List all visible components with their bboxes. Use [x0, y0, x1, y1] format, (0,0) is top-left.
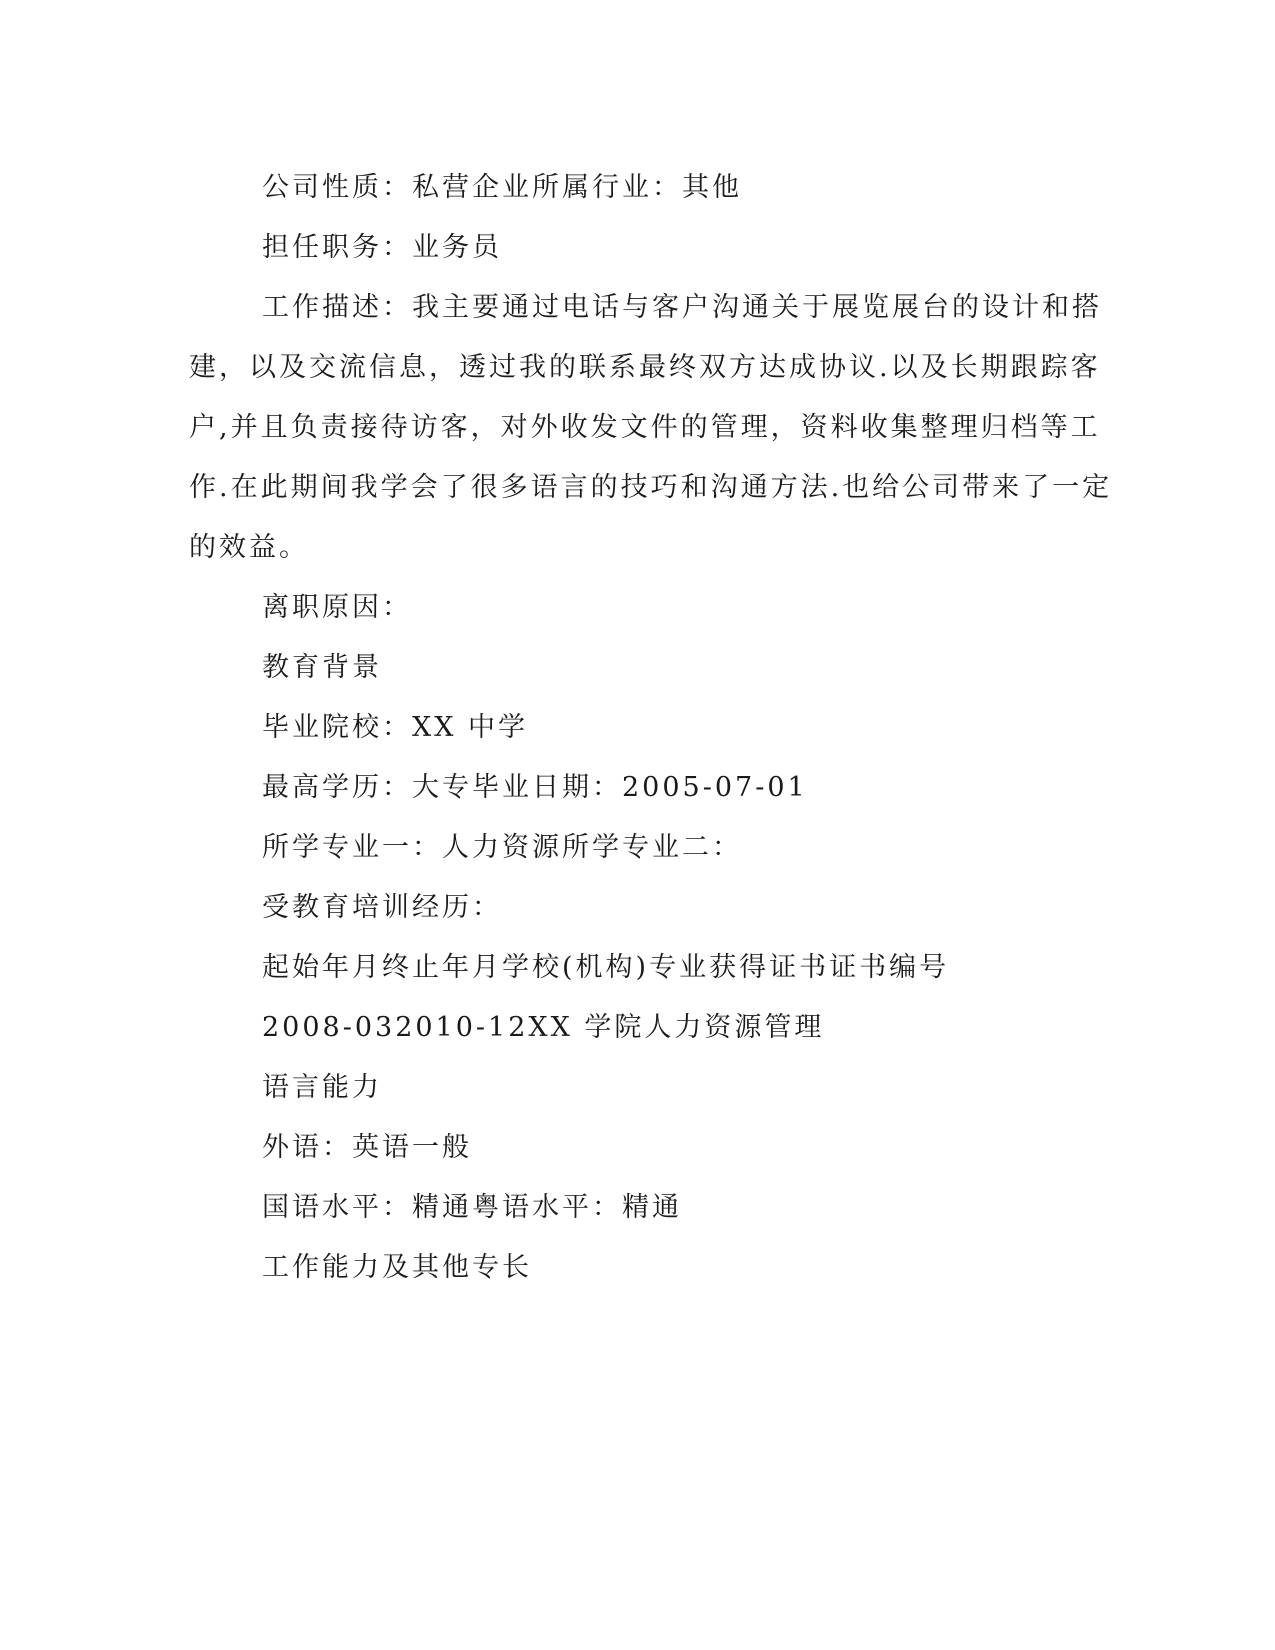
school-line: 毕业院校：XX 中学 [262, 712, 529, 743]
training-heading: 受教育培训经历： [262, 892, 502, 923]
foreign-language-line: 外语：英语一般 [262, 1132, 472, 1163]
job-description-line-4: 作.在此期间我学会了很多语言的技巧和沟通方法.也给公司带来了一定 [189, 472, 1113, 503]
leaving-reason-line: 离职原因： [262, 592, 412, 623]
training-table-row: 2008-032010-12XX 学院人力资源管理 [262, 1012, 825, 1043]
position-line: 担任职务：业务员 [262, 232, 502, 263]
skills-heading: 工作能力及其他专长 [262, 1252, 532, 1283]
job-description-line-3: 户,并且负责接待访客，对外收发文件的管理，资料收集整理归档等工 [189, 412, 1101, 443]
company-nature-line: 公司性质：私营企业所属行业：其他 [262, 172, 742, 203]
training-table-header: 起始年月终止年月学校(机构)专业获得证书证书编号 [262, 952, 950, 983]
education-heading: 教育背景 [262, 652, 382, 683]
major-line: 所学专业一：人力资源所学专业二： [262, 832, 742, 863]
job-description-line-5: 的效益。 [189, 532, 309, 563]
language-heading: 语言能力 [262, 1072, 382, 1103]
job-description-line-1: 工作描述：我主要通过电话与客户沟通关于展览展台的设计和搭 [262, 292, 1102, 323]
job-description-line-2: 建，以及交流信息，透过我的联系最终双方达成协议.以及长期跟踪客 [189, 352, 1101, 383]
mandarin-cantonese-line: 国语水平：精通粤语水平：精通 [262, 1192, 682, 1223]
highest-degree-line: 最高学历：大专毕业日期：2005-07-01 [262, 772, 808, 803]
